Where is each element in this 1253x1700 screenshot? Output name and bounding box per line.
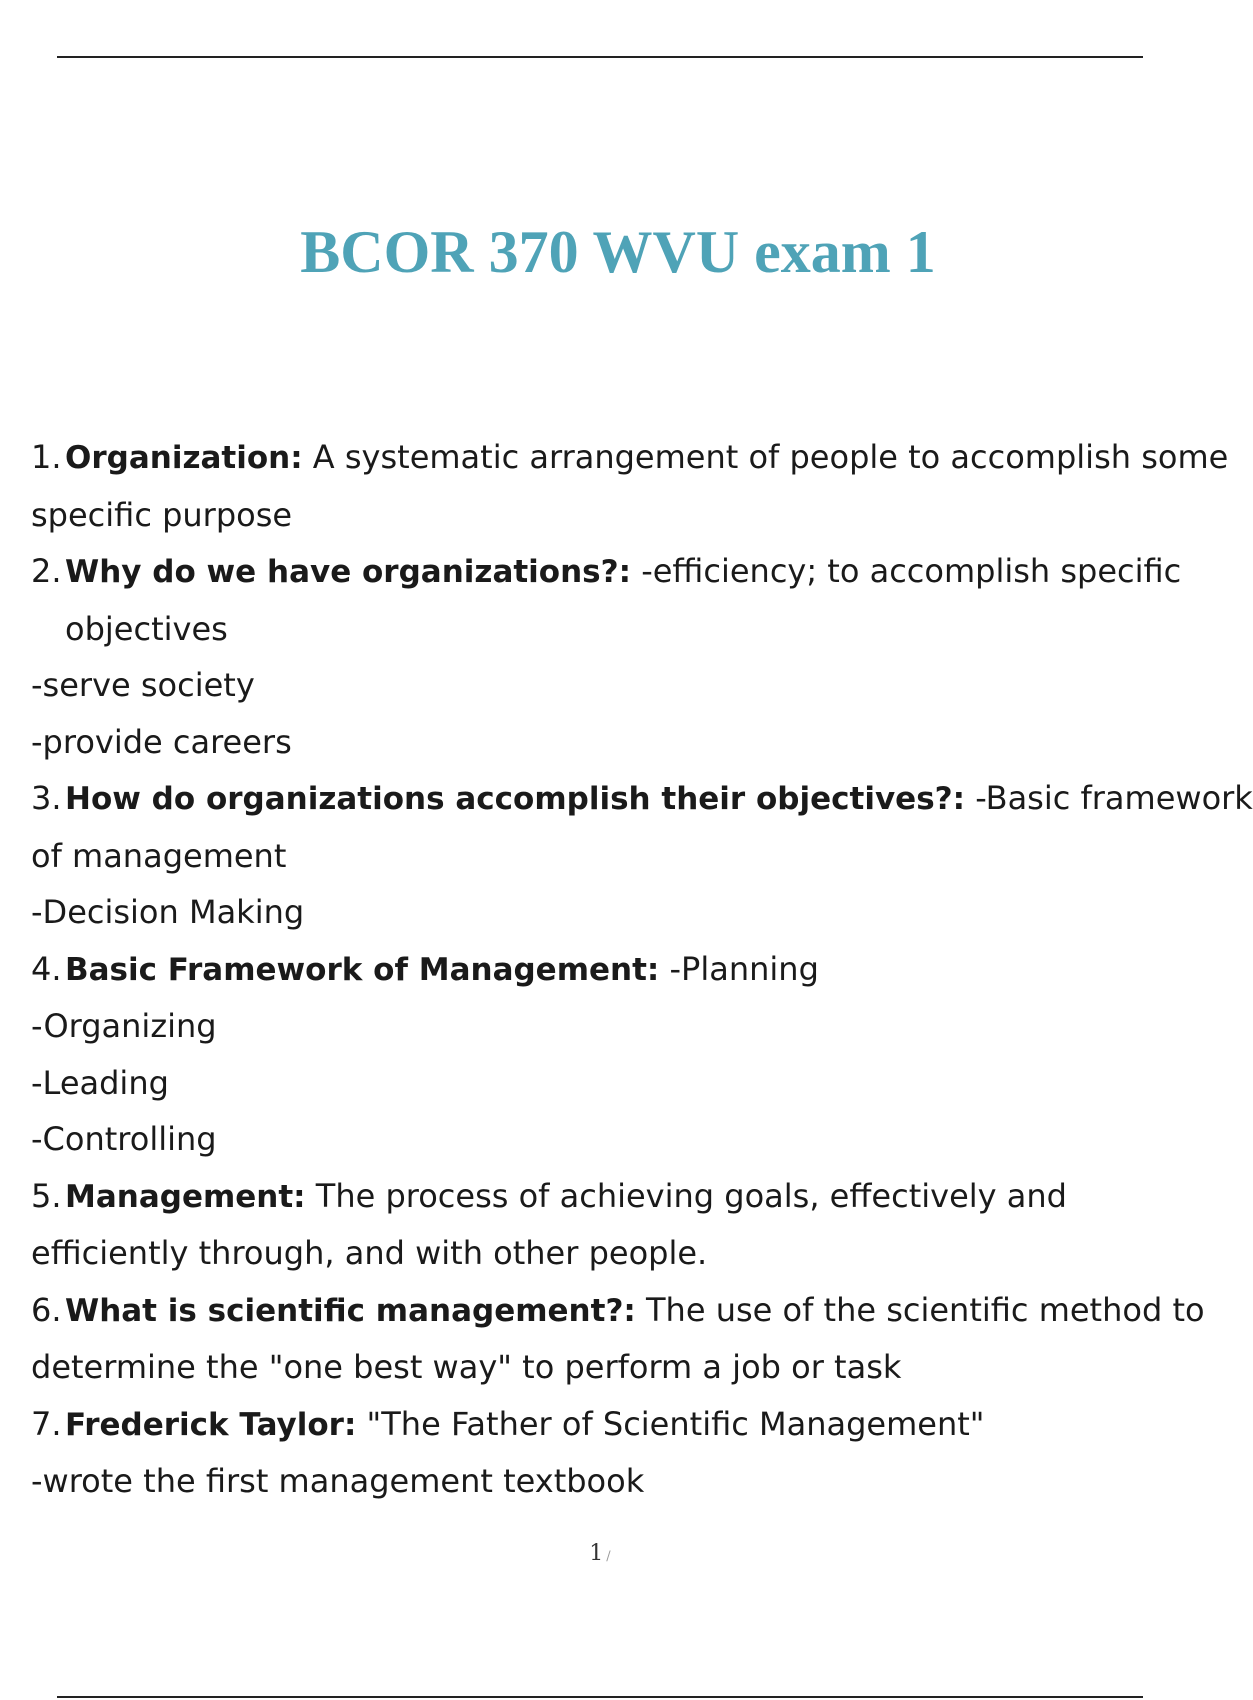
item-definition: A systematic arrangement of people to accomplish some: [302, 438, 1229, 476]
item-definition: -Planning: [659, 949, 819, 988]
item-definition: "The Father of Scientific Management": [356, 1404, 985, 1443]
item-number: 2.: [31, 552, 62, 590]
item-extra-line: -Leading: [31, 1063, 169, 1102]
page-number-value: 1: [589, 1541, 604, 1566]
page-number-suffix: /: [606, 1549, 611, 1564]
item-number: 1.: [31, 438, 62, 476]
item-definition: -Basic framework: [965, 779, 1253, 817]
item-extra-line: -provide careers: [31, 722, 292, 761]
item-number: 7.: [31, 1404, 62, 1443]
list-item: [31, 1396, 1200, 1454]
item-definition: The use of the scientific method to: [635, 1290, 1205, 1329]
item-term: How do organizations accomplish their objectives?:: [65, 781, 966, 817]
item-extra-line: -Organizing: [31, 1007, 217, 1045]
item-extra-line: -wrote the first management textbook: [31, 1462, 645, 1500]
item-number: 5.: [31, 1176, 62, 1215]
list-item: [31, 1168, 1200, 1226]
list-item: [31, 1282, 1205, 1340]
list-item: [31, 543, 1200, 601]
item-extra-line: -Decision Making: [31, 893, 305, 931]
item-number: 4.: [31, 949, 62, 988]
list-item: [31, 429, 1229, 487]
item-number: 6.: [31, 1290, 62, 1329]
item-term: What is scientific management?:: [65, 1292, 636, 1329]
item-term: Management:: [65, 1178, 306, 1215]
item-term: Organization:: [65, 440, 303, 476]
item-definition: -efficiency; to accomplish specific: [631, 552, 1182, 590]
item-extra-line: -Controlling: [31, 1120, 217, 1158]
list-item: [31, 941, 1200, 999]
bottom-rule: [57, 1696, 1143, 1698]
item-definition: The process of achieving goals, effectively and: [305, 1176, 1067, 1215]
top-rule: [57, 56, 1143, 58]
item-term: Why do we have organizations?:: [65, 554, 632, 590]
item-term: Basic Framework of Management:: [65, 951, 660, 988]
item-definition-continued: specific purpose: [31, 495, 293, 534]
item-extra-line: -serve society: [31, 666, 255, 704]
item-number: 3.: [31, 779, 62, 817]
item-term: Frederick Taylor:: [65, 1406, 357, 1443]
flashcard-list: [31, 429, 1253, 1510]
document-title: BCOR 370 WVU exam 1: [300, 219, 936, 286]
item-definition-continued: determine the "one best way" to perform a job or task: [31, 1348, 902, 1386]
item-definition-continued: efficiently through, and with other people.: [31, 1234, 708, 1272]
page-number: [0, 1541, 1200, 1566]
item-definition-continued: objectives: [65, 609, 228, 648]
list-item: [31, 770, 1253, 828]
item-definition-continued: of management: [31, 836, 287, 875]
